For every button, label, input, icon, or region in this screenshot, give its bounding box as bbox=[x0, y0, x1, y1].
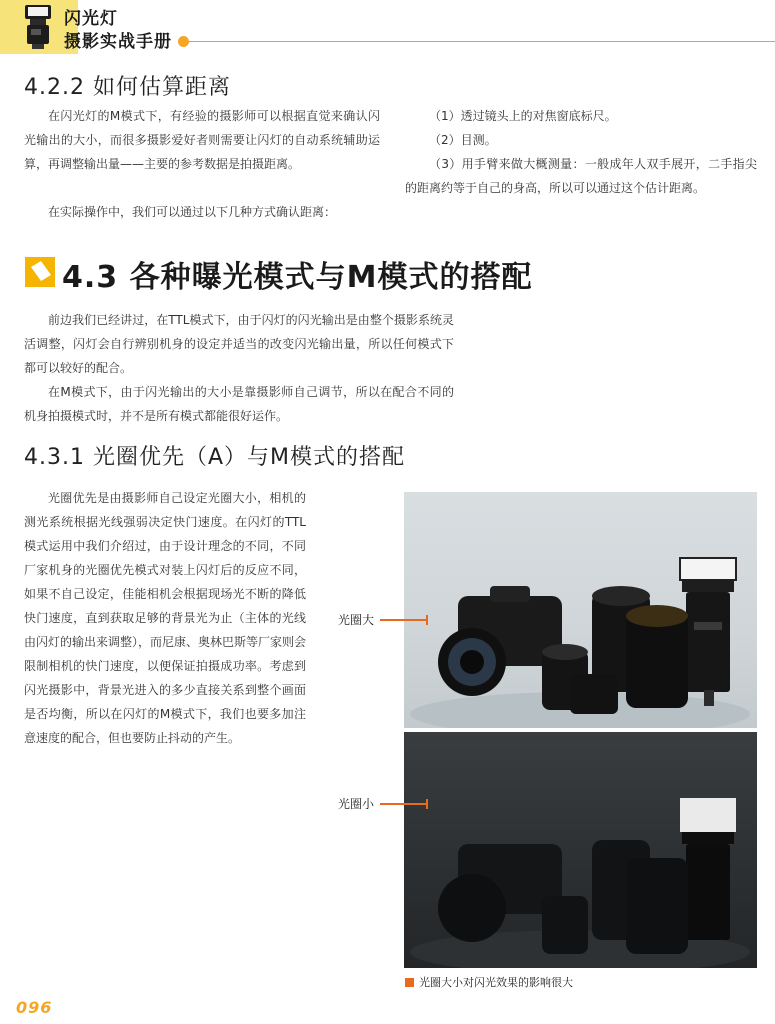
paragraph: 在实际操作中，我们可以通过以下几种方式确认距离： bbox=[48, 205, 337, 219]
header-title-line1: 闪光灯 bbox=[64, 9, 118, 29]
paragraph: 在M模式下，由于闪光输出的大小是靠摄影师自己调节，所以在配合不同的机身拍摄模式时，并不是所有模式都能很好运作。 bbox=[24, 385, 454, 423]
list-item: （3）用手臂来做大概测量：一般成年人双手展开，二手指尖的距离约等于自己的身高，所以可以通过这个估计距离。 bbox=[405, 157, 757, 195]
list-item: （2）目测。 bbox=[429, 133, 497, 147]
header-dot bbox=[178, 36, 189, 47]
paragraph: 在闪光灯的M模式下，有经验的摄影师可以根据直觉来确认闪光输出的大小，而很多摄影爱好者则需要让闪灯的自动系统辅助运算，再调整输出量——主要的参考数据是拍摄距离。 bbox=[24, 109, 380, 171]
header-title-line2: 摄影实战手册 bbox=[64, 32, 172, 52]
header-rule bbox=[186, 41, 775, 42]
caption-text: 光圈大小对闪光效果的影响很大 bbox=[419, 976, 573, 989]
photo-large-aperture bbox=[404, 492, 757, 728]
paragraph: 前边我们已经讲过，在TTL模式下，由于闪灯的闪光输出是由整个摄影系统灵活调整，闪灯会自行辨别机身的设定并适当的改变闪光输出量，所以任何模式下都可以较好的配合。 bbox=[24, 313, 454, 375]
heading-4-2-2: 4.2.2 如何估算距离 bbox=[24, 75, 231, 100]
callout-line-top bbox=[380, 619, 428, 621]
list-item: （1）透过镜头上的对焦窗底标尺。 bbox=[429, 109, 617, 123]
callout-tick-top bbox=[426, 615, 428, 625]
callout-label-large-aperture: 光圈大 bbox=[338, 613, 375, 627]
callout-label-small-aperture: 光圈小 bbox=[338, 797, 375, 811]
section-marker-icon bbox=[25, 257, 55, 287]
callout-line-bottom bbox=[380, 803, 428, 805]
page-header bbox=[0, 0, 775, 54]
photo-small-aperture bbox=[404, 732, 757, 968]
heading-4-3: 4.3 各种曝光模式与M模式的搭配 bbox=[62, 260, 533, 295]
figure-caption bbox=[405, 974, 573, 990]
heading-4-3-1: 4.3.1 光圈优先（A）与M模式的搭配 bbox=[24, 445, 406, 470]
page-number: 096 bbox=[16, 998, 53, 1017]
flash-unit-icon bbox=[24, 4, 52, 50]
callout-tick-bottom bbox=[426, 799, 428, 809]
section-431-paragraph: 光圈优先是由摄影师自己设定光圈大小，相机的测光系统根据光线强弱决定快门速度。在闪灯的TTL模式运用中我们介绍过，由于设计理念的不同，不同厂家机身的光圈优先模式对装上闪灯后的反应不同，如果不自己设定，佳能相机会根据现场光不断的降低快门速度，直到获取足够的背景光为止（主体的光线由闪灯的输出来调整），而尼康、奥林巴斯等厂家则会限制相机的快门速度，以便保证拍摄成功率。考虑到闪光摄影中，背景光进入的多少直接关系到整个画面是否均衡，所以在闪灯的M模式下，我们也要多加注意速度的配合，但也要防止抖动的产生。 bbox=[24, 491, 307, 745]
caption-square-icon bbox=[405, 978, 414, 987]
